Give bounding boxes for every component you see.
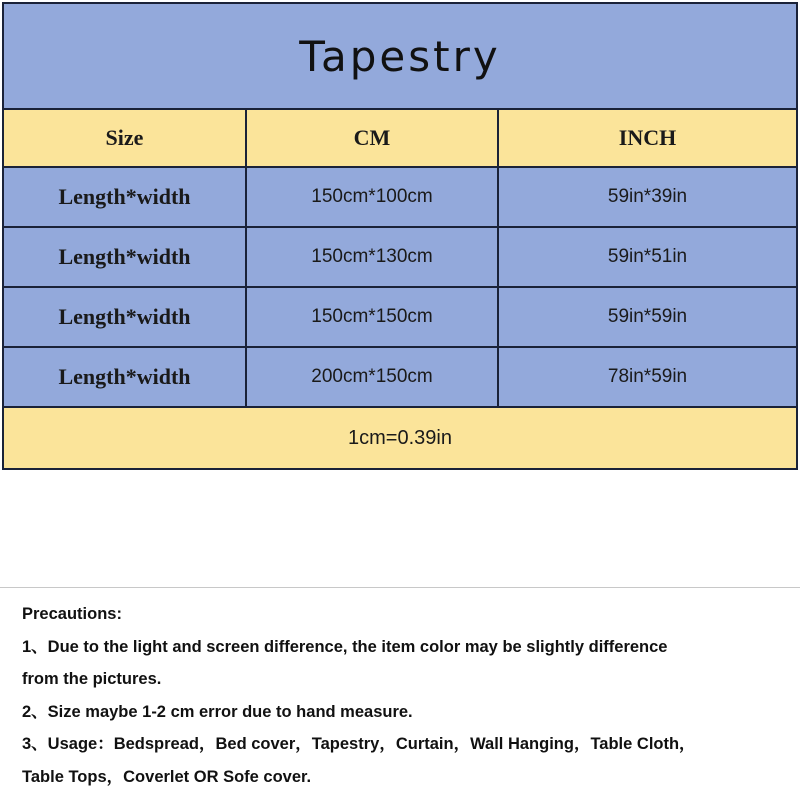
row-label: Length*width [4,348,247,406]
row-label: Length*width [4,168,247,226]
precaution-item-1-line-1: 1、Due to the light and screen difference, the item color may be slightly difference [22,637,668,656]
precautions-heading: Precautions: [22,605,122,623]
cm-value: 150cm*100cm [247,168,499,226]
inch-value: 59in*59in [607,306,688,327]
row-label: Length*width [4,288,247,346]
precaution-item-3-line-2: Table Tops，Coverlet OR Sofe cover. [22,767,312,786]
inch-value: 59in*39in [607,186,688,207]
inch-value: 59in*51in [607,246,688,267]
table-row [4,288,796,348]
precaution-item-3-line-1: 3、Usage：Bedspread，Bed cover，Tapestry，Curtain，Wall Hanging，Table Cloth， [22,735,696,753]
row-label: Length*width [4,228,247,286]
table-title-row [4,4,796,110]
header-cm: CM [247,110,499,166]
precaution-item-2: 2、Size maybe 1-2 cm error due to hand measure. [22,702,413,721]
cm-value: 200cm*150cm [247,348,499,406]
conversion-note: 1cm=0.39in [4,408,796,468]
cm-value: 150cm*130cm [247,228,499,286]
table-row [4,168,796,228]
table-title: Tapestry [299,31,501,81]
precautions-section [22,598,792,793]
cm-value: 150cm*150cm [247,288,499,346]
table-row [4,228,796,288]
precaution-item-1-line-2: from the pictures. [22,670,162,688]
header-size: Size [4,110,247,166]
inch-value: 78in*59in [607,366,688,387]
header-inch: INCH [618,125,677,150]
size-chart-table [2,2,798,470]
table-header-row [4,110,796,168]
table-row [4,348,796,408]
section-divider [0,587,800,588]
